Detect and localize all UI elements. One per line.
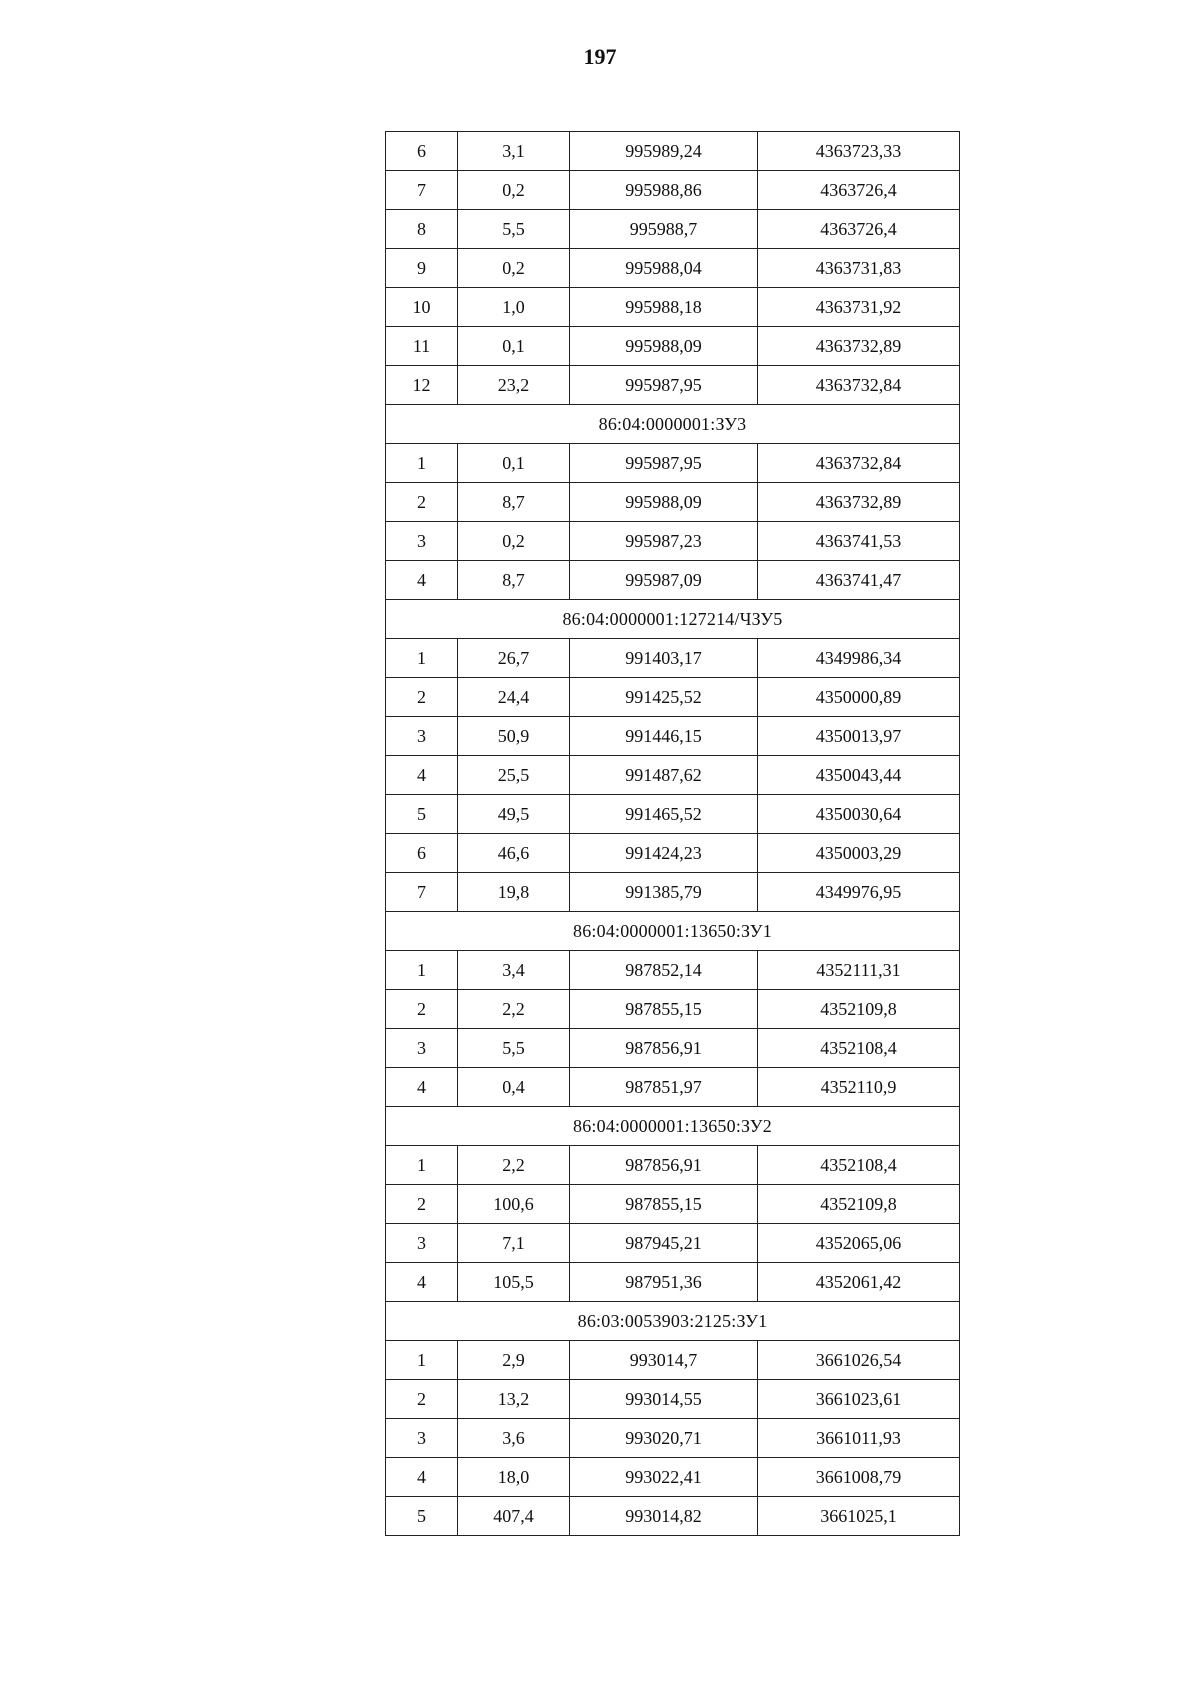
point-number-cell: 6 xyxy=(386,132,458,171)
segment-length-cell: 50,9 xyxy=(458,717,570,756)
segment-length-cell: 0,2 xyxy=(458,522,570,561)
x-coordinate-cell: 995988,86 xyxy=(570,171,758,210)
point-number-cell: 4 xyxy=(386,1263,458,1302)
x-coordinate-cell: 995989,24 xyxy=(570,132,758,171)
y-coordinate-cell: 4352108,4 xyxy=(758,1029,960,1068)
segment-length-cell: 2,2 xyxy=(458,990,570,1029)
point-number-cell: 3 xyxy=(386,717,458,756)
table-row xyxy=(386,990,960,1029)
table-row xyxy=(386,366,960,405)
segment-length-cell: 3,1 xyxy=(458,132,570,171)
point-number-cell: 5 xyxy=(386,1497,458,1536)
y-coordinate-cell: 4363741,47 xyxy=(758,561,960,600)
segment-length-cell: 49,5 xyxy=(458,795,570,834)
table-row xyxy=(386,873,960,912)
y-coordinate-cell: 4363723,33 xyxy=(758,132,960,171)
segment-length-cell: 7,1 xyxy=(458,1224,570,1263)
y-coordinate-cell: 4363726,4 xyxy=(758,171,960,210)
segment-length-cell: 3,4 xyxy=(458,951,570,990)
segment-length-cell: 24,4 xyxy=(458,678,570,717)
segment-length-cell: 18,0 xyxy=(458,1458,570,1497)
x-coordinate-cell: 995988,7 xyxy=(570,210,758,249)
page-number: 197 xyxy=(583,44,617,69)
segment-length-cell: 8,7 xyxy=(458,561,570,600)
x-coordinate-cell: 987855,15 xyxy=(570,990,758,1029)
point-number-cell: 2 xyxy=(386,1380,458,1419)
section-header-row xyxy=(386,600,960,639)
table-row xyxy=(386,1380,960,1419)
table-row xyxy=(386,678,960,717)
table-row xyxy=(386,834,960,873)
x-coordinate-cell: 991385,79 xyxy=(570,873,758,912)
table-row xyxy=(386,210,960,249)
section-title: 86:03:0053903:2125:ЗУ1 xyxy=(386,1302,960,1341)
y-coordinate-cell: 3661026,54 xyxy=(758,1341,960,1380)
y-coordinate-cell: 4352109,8 xyxy=(758,990,960,1029)
table-row xyxy=(386,1224,960,1263)
point-number-cell: 7 xyxy=(386,171,458,210)
y-coordinate-cell: 4363732,89 xyxy=(758,483,960,522)
point-number-cell: 9 xyxy=(386,249,458,288)
point-number-cell: 1 xyxy=(386,1146,458,1185)
x-coordinate-cell: 987852,14 xyxy=(570,951,758,990)
x-coordinate-cell: 991446,15 xyxy=(570,717,758,756)
segment-length-cell: 0,2 xyxy=(458,171,570,210)
x-coordinate-cell: 993022,41 xyxy=(570,1458,758,1497)
table-row xyxy=(386,1146,960,1185)
y-coordinate-cell: 4349976,95 xyxy=(758,873,960,912)
table-row xyxy=(386,756,960,795)
point-number-cell: 4 xyxy=(386,1458,458,1497)
table-row xyxy=(386,522,960,561)
x-coordinate-cell: 987951,36 xyxy=(570,1263,758,1302)
x-coordinate-cell: 987945,21 xyxy=(570,1224,758,1263)
y-coordinate-cell: 3661008,79 xyxy=(758,1458,960,1497)
table-row xyxy=(386,288,960,327)
x-coordinate-cell: 987855,15 xyxy=(570,1185,758,1224)
table-row xyxy=(386,1419,960,1458)
table-row xyxy=(386,483,960,522)
table-row xyxy=(386,249,960,288)
section-header-row xyxy=(386,912,960,951)
table-row xyxy=(386,795,960,834)
segment-length-cell: 105,5 xyxy=(458,1263,570,1302)
x-coordinate-cell: 991424,23 xyxy=(570,834,758,873)
table-row xyxy=(386,444,960,483)
segment-length-cell: 3,6 xyxy=(458,1419,570,1458)
table-row xyxy=(386,1068,960,1107)
point-number-cell: 7 xyxy=(386,873,458,912)
x-coordinate-cell: 995988,09 xyxy=(570,483,758,522)
table-row xyxy=(386,951,960,990)
x-coordinate-cell: 991465,52 xyxy=(570,795,758,834)
y-coordinate-cell: 3661011,93 xyxy=(758,1419,960,1458)
table-row xyxy=(386,171,960,210)
segment-length-cell: 13,2 xyxy=(458,1380,570,1419)
y-coordinate-cell: 4363732,89 xyxy=(758,327,960,366)
table-row xyxy=(386,1458,960,1497)
coordinates-table-body xyxy=(386,132,960,1536)
segment-length-cell: 46,6 xyxy=(458,834,570,873)
point-number-cell: 11 xyxy=(386,327,458,366)
x-coordinate-cell: 993014,55 xyxy=(570,1380,758,1419)
table-row xyxy=(386,1263,960,1302)
segment-length-cell: 100,6 xyxy=(458,1185,570,1224)
point-number-cell: 3 xyxy=(386,1419,458,1458)
point-number-cell: 2 xyxy=(386,1185,458,1224)
segment-length-cell: 26,7 xyxy=(458,639,570,678)
point-number-cell: 3 xyxy=(386,1029,458,1068)
point-number-cell: 6 xyxy=(386,834,458,873)
x-coordinate-cell: 987856,91 xyxy=(570,1029,758,1068)
table-row xyxy=(386,1185,960,1224)
section-title: 86:04:0000001:13650:ЗУ1 xyxy=(386,912,960,951)
point-number-cell: 1 xyxy=(386,951,458,990)
point-number-cell: 8 xyxy=(386,210,458,249)
segment-length-cell: 25,5 xyxy=(458,756,570,795)
point-number-cell: 5 xyxy=(386,795,458,834)
coordinates-table xyxy=(385,131,960,1536)
table-row xyxy=(386,639,960,678)
table-row xyxy=(386,1341,960,1380)
x-coordinate-cell: 987856,91 xyxy=(570,1146,758,1185)
y-coordinate-cell: 4350013,97 xyxy=(758,717,960,756)
x-coordinate-cell: 995988,18 xyxy=(570,288,758,327)
x-coordinate-cell: 993020,71 xyxy=(570,1419,758,1458)
y-coordinate-cell: 4352061,42 xyxy=(758,1263,960,1302)
table-row xyxy=(386,1029,960,1068)
segment-length-cell: 0,1 xyxy=(458,444,570,483)
point-number-cell: 3 xyxy=(386,1224,458,1263)
table-row xyxy=(386,717,960,756)
point-number-cell: 1 xyxy=(386,1341,458,1380)
x-coordinate-cell: 995988,09 xyxy=(570,327,758,366)
x-coordinate-cell: 995987,95 xyxy=(570,444,758,483)
y-coordinate-cell: 4350030,64 xyxy=(758,795,960,834)
table-row xyxy=(386,327,960,366)
segment-length-cell: 19,8 xyxy=(458,873,570,912)
x-coordinate-cell: 995987,09 xyxy=(570,561,758,600)
point-number-cell: 1 xyxy=(386,444,458,483)
segment-length-cell: 1,0 xyxy=(458,288,570,327)
segment-length-cell: 23,2 xyxy=(458,366,570,405)
y-coordinate-cell: 4363732,84 xyxy=(758,366,960,405)
y-coordinate-cell: 4352109,8 xyxy=(758,1185,960,1224)
table-row xyxy=(386,561,960,600)
point-number-cell: 2 xyxy=(386,483,458,522)
point-number-cell: 10 xyxy=(386,288,458,327)
segment-length-cell: 0,2 xyxy=(458,249,570,288)
segment-length-cell: 0,4 xyxy=(458,1068,570,1107)
x-coordinate-cell: 995987,23 xyxy=(570,522,758,561)
x-coordinate-cell: 991487,62 xyxy=(570,756,758,795)
section-header-row xyxy=(386,405,960,444)
y-coordinate-cell: 4363731,83 xyxy=(758,249,960,288)
point-number-cell: 2 xyxy=(386,678,458,717)
y-coordinate-cell: 3661025,1 xyxy=(758,1497,960,1536)
x-coordinate-cell: 991425,52 xyxy=(570,678,758,717)
table-row xyxy=(386,132,960,171)
x-coordinate-cell: 993014,7 xyxy=(570,1341,758,1380)
segment-length-cell: 2,9 xyxy=(458,1341,570,1380)
point-number-cell: 4 xyxy=(386,756,458,795)
section-title: 86:04:0000001:ЗУ3 xyxy=(386,405,960,444)
section-header-row xyxy=(386,1302,960,1341)
table-row xyxy=(386,1497,960,1536)
x-coordinate-cell: 995988,04 xyxy=(570,249,758,288)
segment-length-cell: 2,2 xyxy=(458,1146,570,1185)
x-coordinate-cell: 987851,97 xyxy=(570,1068,758,1107)
y-coordinate-cell: 4350003,29 xyxy=(758,834,960,873)
y-coordinate-cell: 4352111,31 xyxy=(758,951,960,990)
y-coordinate-cell: 4352065,06 xyxy=(758,1224,960,1263)
segment-length-cell: 0,1 xyxy=(458,327,570,366)
y-coordinate-cell: 4350000,89 xyxy=(758,678,960,717)
y-coordinate-cell: 4363741,53 xyxy=(758,522,960,561)
y-coordinate-cell: 4350043,44 xyxy=(758,756,960,795)
point-number-cell: 3 xyxy=(386,522,458,561)
point-number-cell: 1 xyxy=(386,639,458,678)
y-coordinate-cell: 4349986,34 xyxy=(758,639,960,678)
y-coordinate-cell: 4363731,92 xyxy=(758,288,960,327)
x-coordinate-cell: 993014,82 xyxy=(570,1497,758,1536)
segment-length-cell: 407,4 xyxy=(458,1497,570,1536)
segment-length-cell: 8,7 xyxy=(458,483,570,522)
y-coordinate-cell: 4363732,84 xyxy=(758,444,960,483)
point-number-cell: 12 xyxy=(386,366,458,405)
section-header-row xyxy=(386,1107,960,1146)
x-coordinate-cell: 991403,17 xyxy=(570,639,758,678)
y-coordinate-cell: 3661023,61 xyxy=(758,1380,960,1419)
y-coordinate-cell: 4363726,4 xyxy=(758,210,960,249)
section-title: 86:04:0000001:127214/ЧЗУ5 xyxy=(386,600,960,639)
y-coordinate-cell: 4352108,4 xyxy=(758,1146,960,1185)
point-number-cell: 2 xyxy=(386,990,458,1029)
x-coordinate-cell: 995987,95 xyxy=(570,366,758,405)
point-number-cell: 4 xyxy=(386,1068,458,1107)
section-title: 86:04:0000001:13650:ЗУ2 xyxy=(386,1107,960,1146)
segment-length-cell: 5,5 xyxy=(458,1029,570,1068)
point-number-cell: 4 xyxy=(386,561,458,600)
y-coordinate-cell: 4352110,9 xyxy=(758,1068,960,1107)
segment-length-cell: 5,5 xyxy=(458,210,570,249)
